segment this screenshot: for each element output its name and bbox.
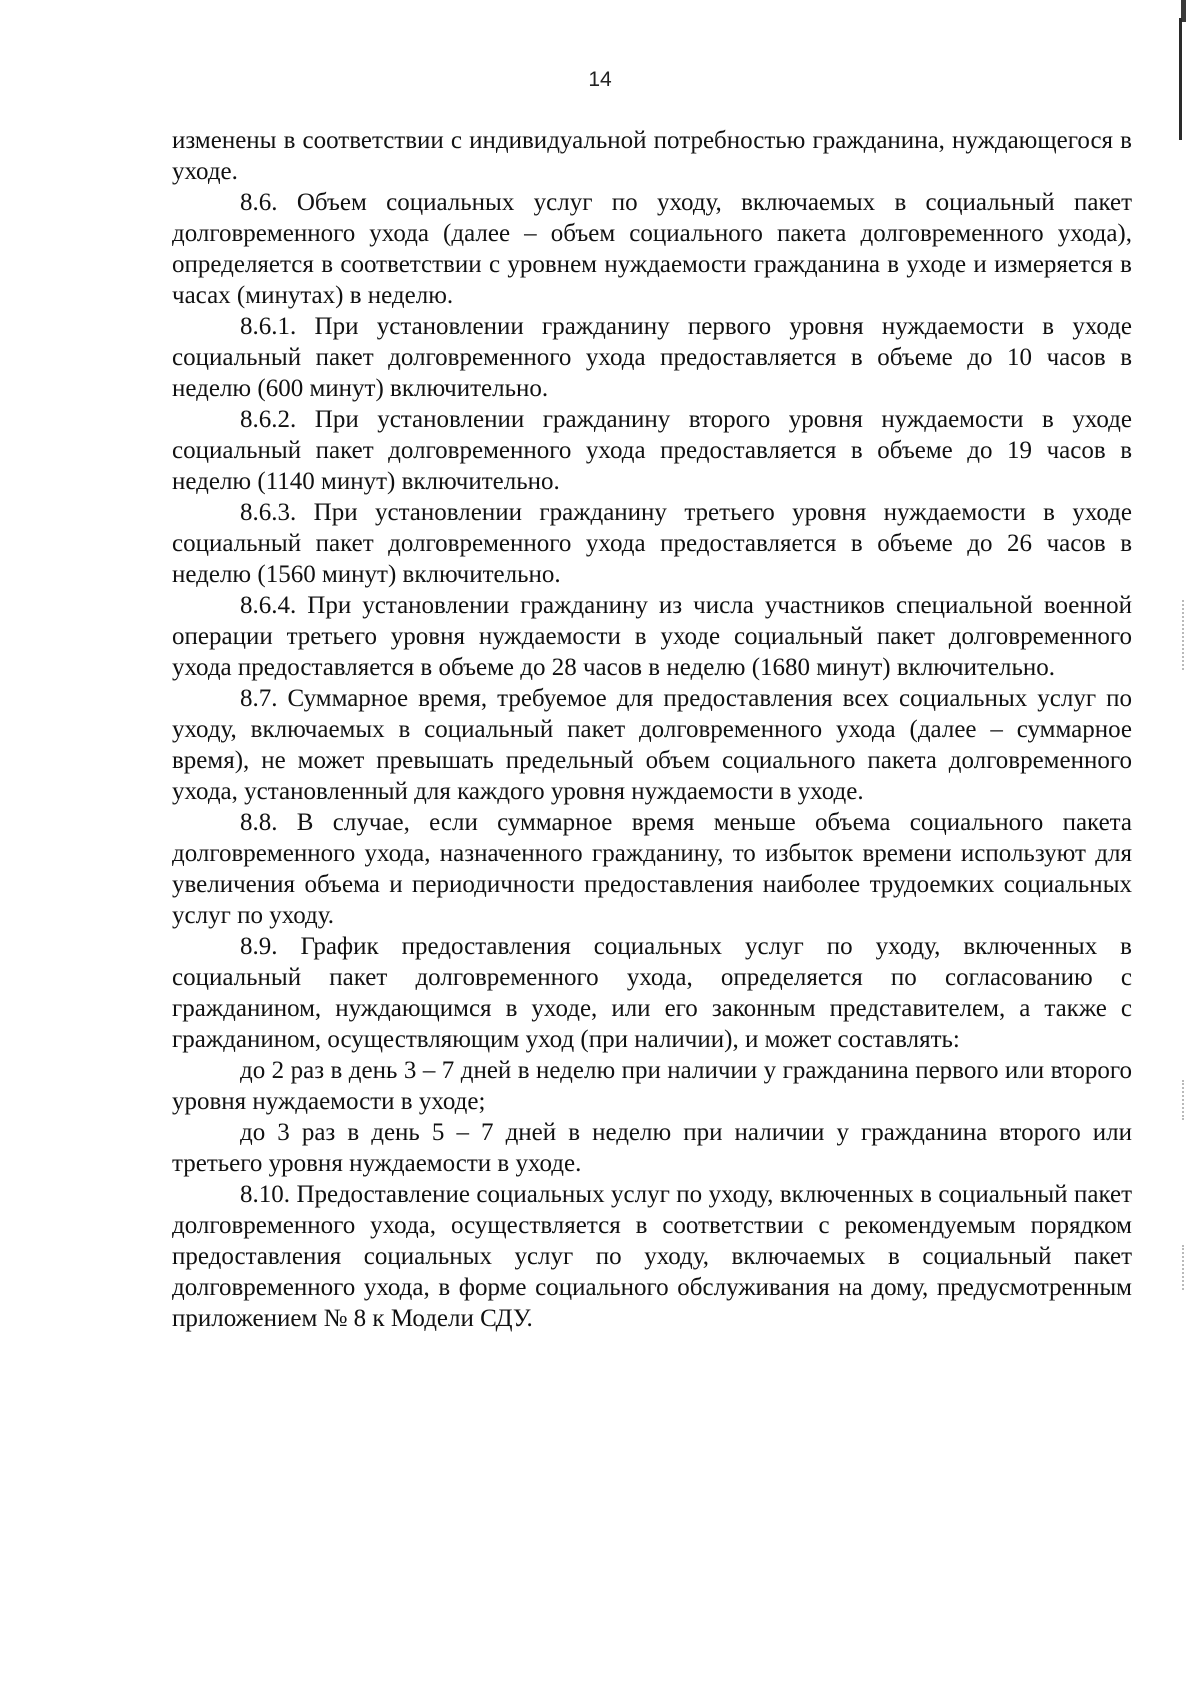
paragraph-8-6-1: 8.6.1. При установлении гражданину первого уровня нуждаемости в уходе социальный пакет долговременного ухода предоставляется в объеме до 10 часов в неделю (600 минут) включительно. xyxy=(172,313,1132,402)
paragraph-schedule-option-1: до 2 раз в день 3 – 7 дней в неделю при наличии у гражданина первого или второго уровня нуждаемости в уходе; xyxy=(172,1057,1132,1115)
paragraph-8-9: 8.9. График предоставления социальных услуг по уходу, включенных в социальный пакет долговременного ухода, определяется по согласованию с гражданином, нуждающимся в уходе, или его законным представителем, а также с гражданином, осуществляющим уход (при наличии), и может составлять: xyxy=(172,933,1132,1053)
scan-noise xyxy=(1182,1080,1186,1120)
paragraph-8-6-2: 8.6.2. При установлении гражданину второго уровня нуждаемости в уходе социальный пакет долговременного ухода предоставляется в объеме до 19 часов в неделю (1140 минут) включительно. xyxy=(172,406,1132,495)
paragraph-8-7: 8.7. Суммарное время, требуемое для предоставления всех социальных услуг по уходу, включаемых в социальный пакет долговременного ухода (далее – суммарное время), не может превышать предельный объем социального пакета долговременного ухода, установленный для каждого уровня нуждаемости в уходе. xyxy=(172,685,1132,805)
page-number: 14 xyxy=(588,68,612,91)
paragraph-8-6-3: 8.6.3. При установлении гражданину третьего уровня нуждаемости в уходе социальный пакет долговременного ухода предоставляется в объеме до 26 часов в неделю (1560 минут) включительно. xyxy=(172,499,1132,588)
scan-noise xyxy=(1182,1245,1186,1290)
paragraph-8-10: 8.10. Предоставление социальных услуг по уходу, включенных в социальный пакет долговременного ухода, осуществляется в соответствии с рекомендуемым порядком предоставления социальных услуг по уходу, включаемых в социальный пакет долговременного ухода, в форме социального обслуживания на дому, предусмотренным приложением № 8 к Модели СДУ. xyxy=(172,1181,1132,1332)
paragraph-continuation: изменены в соответствии с индивидуальной потребностью гражданина, нуждающегося в уходе. xyxy=(172,127,1132,185)
paragraph-8-8: 8.8. В случае, если суммарное время меньше объема социального пакета долговременного ухода, назначенного гражданину, то избыток времени используют для увеличения объема и периодичности предоставления наиболее трудоемких социальных услуг по уходу. xyxy=(172,809,1132,929)
scan-noise xyxy=(1182,600,1186,670)
paragraph-schedule-option-2: до 3 раз в день 5 – 7 дней в неделю при наличии у гражданина второго или третьего уровня нуждаемости в уходе. xyxy=(172,1119,1132,1177)
paragraph-8-6: 8.6. Объем социальных услуг по уходу, включаемых в социальный пакет долговременного ухода (далее – объем социального пакета долговременного ухода), определяется в соответствии с уровнем нуждаемости гражданина в уходе и измеряется в часах (минутах) в неделю. xyxy=(172,189,1132,309)
document-body xyxy=(172,125,1132,1334)
paragraph-8-6-4: 8.6.4. При установлении гражданину из числа участников специальной военной операции третьего уровня нуждаемости в уходе социальный пакет долговременного ухода предоставляется в объеме до 28 часов в неделю (1680 минут) включительно. xyxy=(172,592,1132,681)
